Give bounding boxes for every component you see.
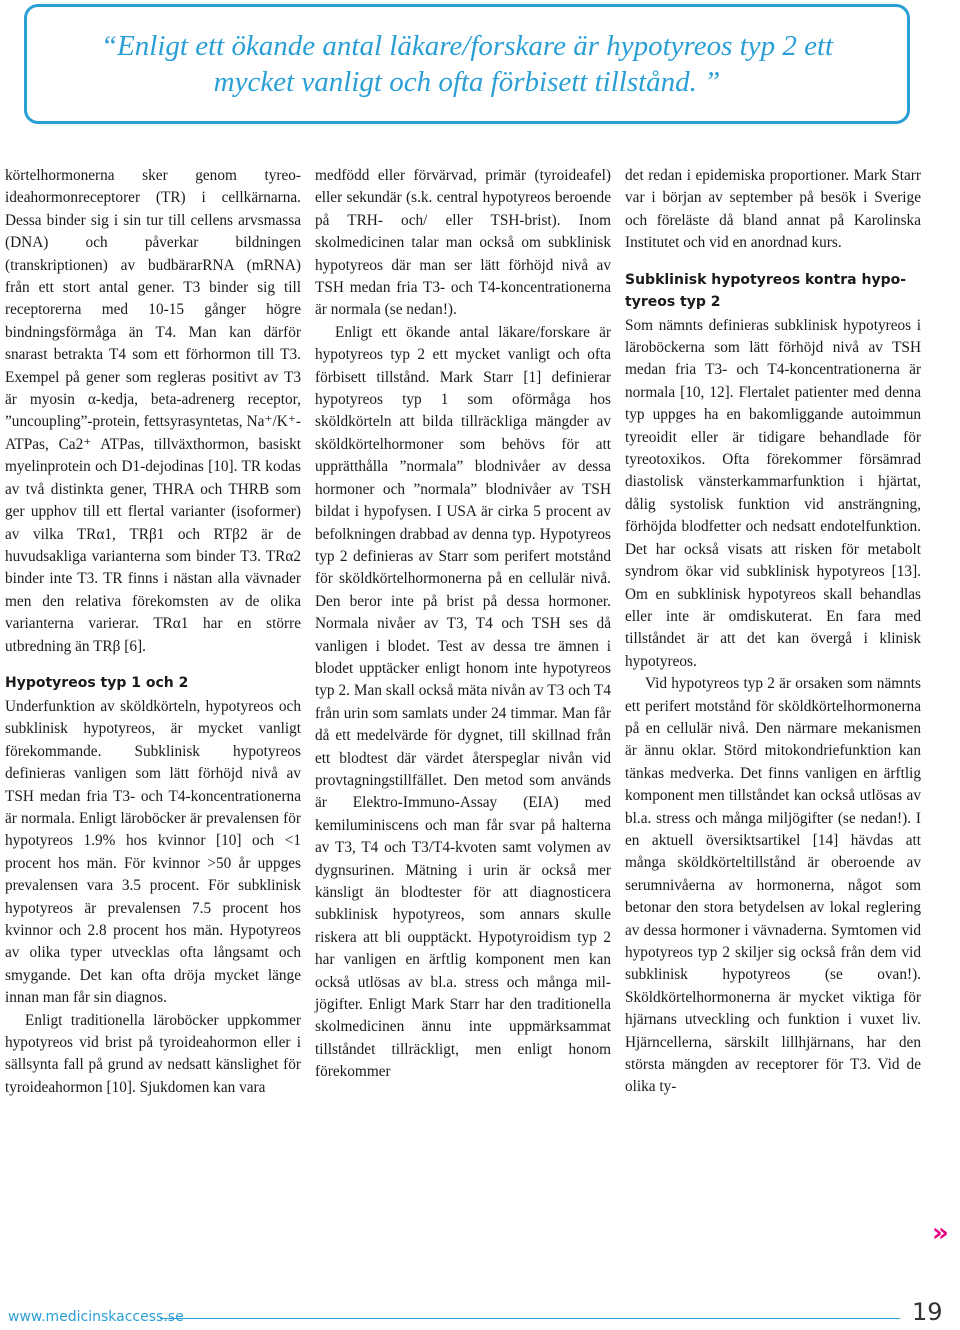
paragraph: det redan i epidemiska proportioner. Mark Starr var i början av september på besök i Sverige och föreläste då bland annat på Karolinska Institutet och vid en anordnad kurs.: [625, 167, 921, 252]
footer-divider: [160, 1318, 900, 1319]
section-heading-subklinisk: Subklinisk hypotyreos kontra hypotyreos typ 2: [625, 271, 907, 310]
paragraph: Enligt ett ökande antal läkare/forskare är hypotyreos typ 2 ett mycket vanligt och ofta förbisett tillstånd. Mark Starr [1] definierar hypotyreos typ 1 som oförmåga hos sköldkörteln att bilda tillräckliga mängder av sköldkörtelhormoner som behövs för att upprätthålla ”normala” blodnivåer av dessa hormoner och ”normala” blodnivåer av TSH bildat i hypofysen. I USA är cirka 5 procent av befolkningen drabbad av denna typ. Hypotyreos typ 2 definieras av Starr som perifert motstånd för sköldkörtelhormonerna på en cellulär nivå. Den beror inte på brist på dessa hormoner. Normala nivåer av T3, T4 och TSH ses då vanligen i blodet. Test av dessa tre ämnen i blodet upptäcker enligt honom inte hypotyreos typ 2. Man skall också mäta nivån av T3 och T4 från urin som samlats under 24 timmar. Man får då ett medelvärde för dygnet, till skillnad från ett blodtest där värdet återspeglar nivån vid provtagningstillfället. Den metod som används är Elektro-Immuno-Assay (EIA) med kemiluminiscens och man får svar på halterna av T3, T4 och T3/T4-kvoten samt volymen av dygnsurinen. Mätning i urin är också mer känsligt än blodtester för att diagnosticera subklinisk hypotyreos, som annars skulle riskera att bli oupptäckt. Hypotyroidism typ 2 har vanligen en ärftlig komponent men kan också utlösas av bl.a. stress och många miljögifter. Enligt Mark Starr har den traditionella skolmedicinen ännu inte uppmärksammat tillståndet tillräckligt, men enligt honom förekommer: [315, 323, 611, 1081]
pull-quote: [71, 28, 863, 100]
section-heading-hypotyreos-typ: Hypotyreos typ 1 och 2: [5, 674, 189, 691]
column-2: [315, 165, 611, 1084]
paragraph: Underfunktion av sköldkörteln, hypotyreos och subklinisk hypotyreos, är mycket vanligt förekommande. Subklinisk hypotyreos definieras vanligen som lätt förhöjd nivå av TSH medan fria T3- och T4-koncentrationerna är normala. Enligt läroböcker är prevalensen för hypotyreos 1.9% hos kvinnor [10] och <1 procent hos män. För kvinnor >50 år uppges prevalensen vara 3.5 procent. För subklinisk hypotyreos är prevalensen 7.5 procent hos kvinnor och 2.8 procent hos män. Hypotyreos av olika typer utvecklas ofta långsamt och smygande. Det kan ofta dröja mycket länge innan man får sin diagnos.: [5, 697, 301, 1007]
paragraph: Enligt traditionella läroböcker uppkommer hypotyreos vid brist på tyroideahormon eller i sällsynta fall på grund av nedsatt känslighet för tyroideahormon [10]. Sjukdomen kan vara: [5, 1011, 301, 1096]
continue-marker-icon: »: [932, 1218, 949, 1248]
pull-quote-line-2: mycket vanligt och ofta förbisett tillstånd. ”: [213, 66, 721, 98]
pull-quote-line-1: “Enligt ett ökande antal läkare/forskare är hypotyreos typ 2 ett: [100, 30, 834, 62]
paragraph: Vid hypotyreos typ 2 är orsaken som nämnts ett perifert motstånd för sköldkörtelhormonerna på en cellulär nivå. Den närmare mekanismen är ännu oklar. Störd mitokondriefunktion kan tänkas medverka. Det finns vanligen en ärftlig komponent men tillståndet kan också utlösas av bl.a. stress och många miljögifter (se nedan!). I en aktuell översiktsartikel [14] hävdas att många sköldkörteltillstånd är oberoende av serumnivåerna av hormonerna, något som betonar den stora betydelsen av lokal reglering av dessa hormoner i vävnaderna. Symtomen vid hypotyreos typ 2 skiljer sig också från dem vid subklinisk hypotyreos (se ovan!). Sköldkörtelhormonerna är mycket viktiga för hjärnans utveckling och funktion i vuxet liv. Hjärncellerna, särskilt lillhjärnans, har den största mängden av receptorer för T3. Vid de olika ty-: [625, 675, 921, 1096]
paragraph: Som nämnts definieras subklinisk hypotyreos i läroböckerna som lätt förhöjd nivå av TSH medan fria T3- och T4-koncentrationerna är normala [10, 12]. Flertalet patienter med denna typ uppges ha en bakomliggande autoimmun tyreoidit eller är tidigare behandlade för tyreotoxikos. Ofta förekommer försämrad diastolisk vänsterkammarfunktion i hjärtat, dålig systolisk funktion vid ansträngning, förhöjda blodfetter och nedsatt endotelfunktion. Det har också visats att risken för metabolt syndrom ökar vid subklinisk hypotyreos [13]. Om en subklinisk hypotyreos skall behandlas eller inte är omdiskuterat. En fara med tillståndet är att det kan övergå i klinisk hypotyreos.: [625, 316, 921, 670]
column-1: [5, 165, 301, 1099]
footer-url[interactable]: www.medicinskaccess.se: [8, 1309, 184, 1325]
column-3: [625, 165, 921, 1099]
paragraph: körtelhormonerna sker genom tyreoideahormonreceptorer (TR) i cellkärnarna. Dessa binder sig i sin tur till cellens arvsmassa (DNA) och påverkar bildningen (transkriptionen) av budbärarRNA (mRNA) från ett stort antal gener. T3 binder sig till receptorerna med 10-15 gånger högre bindningsförmåga än T4. Man kan därför snarast betrakta T4 som ett förhormon till T3. Exempel på gener som regleras positivt av T3 är myosin α-kedja, beta-adrenerg receptor, ”uncoupling”-protein, fettsyrasyntetas, Na⁺/K⁺-ATPas, Ca2⁺ ATPas, tillväxthormon, basiskt myelinprotein och D1-dejodinas [10]. TR kodas av två distinkta gener, THRA och THRB som ger upphov till ett flertal varianter (isoformer) av vilka TRα1, TRβ1 och RTβ2 är de huvudsakliga varianterna som binder T3. TRα2 binder inte T3. TR finns i nästan alla vävnader men den relativa förekomsten av de olika varianterna varierar. TRα1 har en större utbredning än TRβ [6].: [5, 167, 301, 655]
page-number: 19: [912, 1298, 943, 1326]
paragraph: medfödd eller förvärvad, primär (tyroideafel) eller sekundär (s.k. central hypotyreos beroende på TRH- och/ eller TSH-brist). Inom skolmedicinen talar man också om subklinisk hypotyreos där man ser lätt förhöjd nivå av TSH medan fria T3- och T4-koncentrationerna är normala (se nedan!).: [315, 167, 611, 319]
pull-quote-box: [24, 4, 910, 124]
